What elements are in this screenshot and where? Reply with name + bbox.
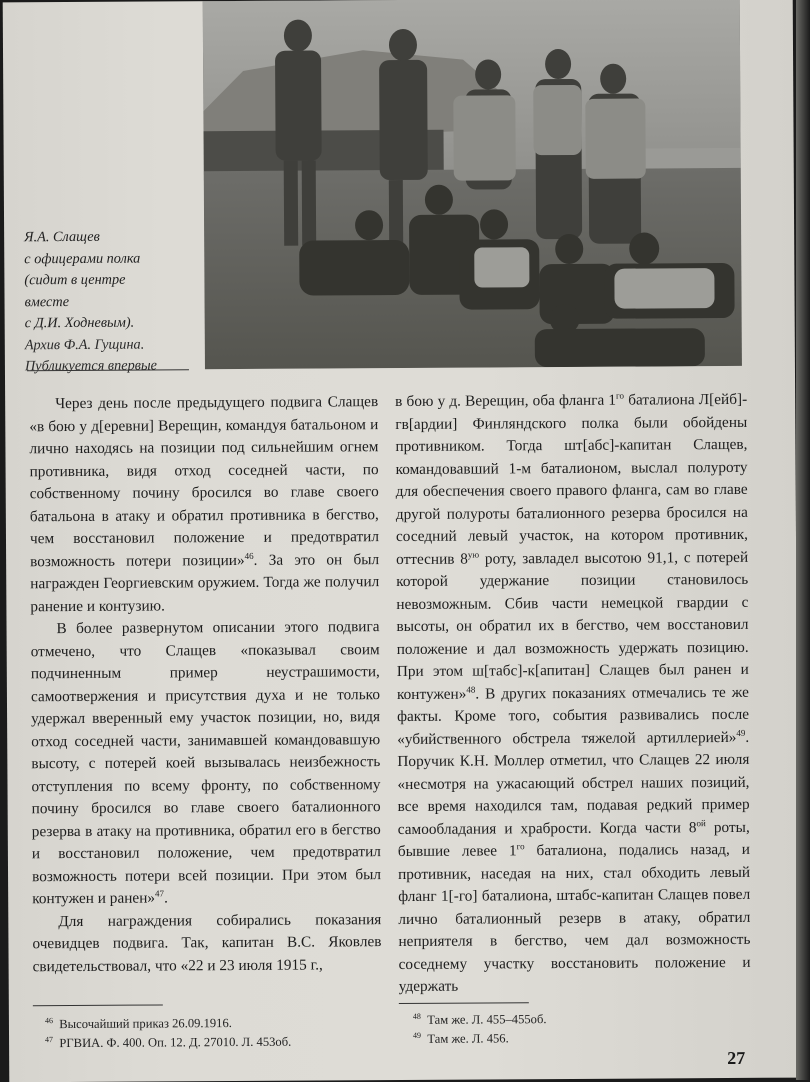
footnote-number: 47 [45,1035,54,1045]
superscript: ой [696,817,706,828]
superscript: ую [467,549,480,560]
footnote [45,1033,291,1054]
paragraph-text: роты, бывшие левее 1 [397,818,750,861]
page-edge [796,0,810,1080]
footnote-text: Там же. Л. 456. [427,1031,509,1046]
paragraph: Для награждения собирались показания очевидцев подвига. Так, капитан В.С. Яковлев свидетельствовал, что «22 и 23 июля 1915 г., [32,910,382,975]
superscript: го [615,390,625,401]
footnote-ref: 47 [154,888,165,899]
left-column [29,391,382,978]
footnote-text: Там же. Л. 455–455об. [427,1012,547,1027]
paragraph-text: . За это он был награжден Георгиевским оружием. Тогда же получил ранение и контузию. [30,550,380,615]
footnote-number: 46 [44,1016,53,1026]
paragraph-text: роту, завладел высотою 91,1, с потерей которой удержание позиции становилось невозможным. Сбив части немецкой гвардии с высоты, он обратил их в бегство, чем восстановил положение и дал возможность удержать позицию. При этом ш[табс]-к[апитан] Слащев был ранен и контужен» [396,548,749,703]
footnote-number: 49 [412,1030,422,1040]
footnote [413,1010,547,1030]
paragraph [30,616,381,911]
footnote-text: РГВИА. Ф. 400. Оп. 12. Д. 27010. Л. 453об. [59,1034,292,1051]
officers-photograph [203,0,742,369]
paragraph-text: . [163,889,168,907]
superscript: го [516,841,525,852]
paragraph-text: Через день после предыдущего подвига Слащев «в бою у д[еревни] Верещин, командуя батальоном и лично находясь на позиции под сильнейшим огнем противника, видя отход соседней части, по собственному почину бросился во главе своего батальона в атаку и обратил противника в бегство, чем восстановил положение и предотвратил возможность потери позиции» [29,393,380,570]
footnote-text: Высочайший приказ 26.09.1916. [59,1016,232,1032]
paragraph-text: баталиона Л[ейб]-гв[ардии] Финляндского полка были обойдены противником. Тогда шт[абс]-капитан Слащев, командовавший 1-м баталионом, выслал полуроту для обеспечения своего правого фланга, сам во главе другой полуроты баталионного резерва бросился на соседний левый участок, на котором противник, оттеснив 8 [395,390,749,568]
footnote-rule-right [399,1002,529,1004]
paragraph-text: В более развернутом описании этого подвига отмечено, что Слащев «показывал своим подчиненным пример неустрашимости, самоотвержения и присутствия духа и не только удержал вверенный ему участок позиции, но, видя отход соседней части, занимавшей командовавшую высоту, с потерей коей вызывалась неизбежность отступления по всему фронту, по собственному почину бросился во главе своего баталионного резерва в атаку на противника, обратил его в бегство и восстановил положение, чем предотвратил возможность потери всей позиции. При этом был контужен и ранен» [30,618,382,908]
footnote [413,1029,509,1049]
paragraph [395,389,751,999]
footnote-ref: 49 [736,727,746,738]
paragraph-text: в бою у д. Верещин, оба фланга 1 [395,391,617,411]
book-page [3,0,800,1082]
caption-text: Я.А. Слащев с офицерами полка (сидит в центре вместе с Д.И. Ходневым). [24,228,141,332]
paragraph-text: баталиона, подались назад, и противник, наседая на них, стал обходить левый фланг 1[-го] баталиона, штабс-капитан Слащев повел лично баталионный резерв в атаку, обратил неприятеля в бегство, чем дал возможность соседнему участку восстановить положение и удержать [397,840,751,996]
paragraph-text: . Поручик К.Н. Моллер отметил, что Слащев 22 июля «несмотря на ужасающий обстрел наших позиций, все время находился там, подавая редкий пример самообладания и храбрости. Когда части 8 [397,728,750,838]
footnote-ref: 46 [244,550,254,561]
photo-caption [24,226,200,378]
right-column [395,389,751,999]
photograph-image [203,0,742,369]
page-number: 27 [727,1047,746,1069]
footnote [45,1014,232,1034]
paragraph [29,391,379,618]
footnote-ref: 48 [466,684,476,695]
caption-source: Архив Ф.А. Гущина. Публикуется впервые [24,336,158,375]
paragraph-text: . В других показаниях отмечались те же факты. Кроме того, события развивались после «убийственного обстрела тяжелой артиллерией» [397,683,750,748]
footnote-number: 48 [412,1011,421,1021]
footnote-rule-left [33,1004,163,1006]
